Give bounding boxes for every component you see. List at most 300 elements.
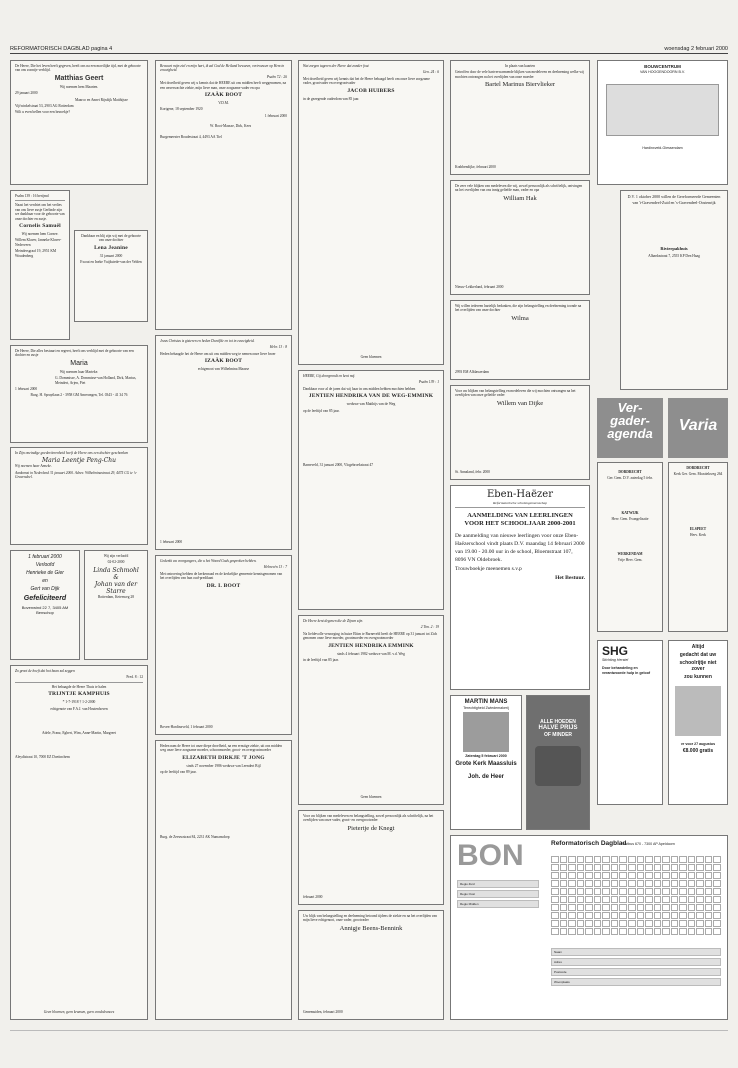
coupon-grid-cell[interactable] <box>696 872 704 879</box>
coupon-grid-cell[interactable] <box>713 912 721 919</box>
coupon-grid-cell[interactable] <box>645 920 653 927</box>
coupon-grid-cell[interactable] <box>645 880 653 887</box>
notice-text: De Heere, Die alles bestuurt en regeert, heeft ons verblijd met de geboorte van een dochter en zusje <box>15 349 134 358</box>
coupon-grid-cell[interactable] <box>637 888 645 895</box>
coupon-grid-cell[interactable] <box>594 888 602 895</box>
notice-label: Verloofd <box>35 562 55 568</box>
coupon-grid-cell[interactable] <box>602 912 610 919</box>
coupon-grid-cell[interactable] <box>705 912 713 919</box>
coupon-grid-cell[interactable] <box>654 872 662 879</box>
coupon-grid-cell[interactable] <box>577 912 585 919</box>
coupon-grid-cell[interactable] <box>594 880 602 887</box>
coupon-grid-cell[interactable] <box>628 872 636 879</box>
notice-sub: V.D.M. <box>218 101 229 106</box>
coupon-grid-cell[interactable] <box>568 856 576 863</box>
coupon-grid-cell[interactable] <box>671 896 679 903</box>
shg-logo: SHG <box>602 644 629 658</box>
coupon-grid-cell[interactable] <box>637 928 645 935</box>
coupon-field-city[interactable]: Woonplaats <box>551 978 721 986</box>
coupon-grid-cell[interactable] <box>551 872 559 879</box>
agenda-heading-2: KATWIJK <box>621 510 639 515</box>
notice-sign: Boven-Hardinxveld, 1 februari 2000 <box>160 724 213 729</box>
coupon-grid-cell[interactable] <box>560 920 568 927</box>
notice-text: Naast het verdriet om het verlies van ons lieve zusje Gerlinde zijn we dankbaar voor de geboorte van onze dochter en zusje. <box>15 203 65 221</box>
coupon-grid-cell[interactable] <box>594 872 602 879</box>
coupon-grid-cell[interactable] <box>696 856 704 863</box>
coupon-grid-cell[interactable] <box>688 920 696 927</box>
coupon-option-3[interactable]: Regio Midden <box>457 900 539 908</box>
coupon-grid-cell[interactable] <box>696 896 704 903</box>
ad-value: €8.000 gratis <box>682 748 714 755</box>
coupon-grid-cell[interactable] <box>611 920 619 927</box>
engagement-notice-gier <box>10 550 80 660</box>
coupon-grid-cell[interactable] <box>602 880 610 887</box>
coupon-grid-cell[interactable] <box>662 864 670 871</box>
coupon-grid-cell[interactable] <box>628 928 636 935</box>
coupon-grid-cell[interactable] <box>637 912 645 919</box>
coupon-grid-cell[interactable] <box>628 896 636 903</box>
coupon-grid-cell[interactable] <box>637 896 645 903</box>
ad-sign-1: Trouwboekje meenemen s.v.p <box>455 566 522 573</box>
coupon-grid-cell[interactable] <box>645 888 653 895</box>
notice-more: Aankomst in Nederland 31 januari 2000. Adres: Wilhelminastraat 29, 4475 CG te 's-Gravendeel. <box>15 470 137 480</box>
coupon-grid-cell[interactable] <box>560 880 568 887</box>
coupon-grid-cell[interactable] <box>662 920 670 927</box>
notice-name: Annigje Beens-Bennink <box>339 924 403 932</box>
header-left: REFORMATORISCH DAGBLAD pagina 4 <box>10 46 113 52</box>
coupon-grid-cell[interactable] <box>585 896 593 903</box>
coupon-grid-cell[interactable] <box>637 904 645 911</box>
notice-name: Maria <box>70 359 88 367</box>
notice-text: Met ontroering hebben de kerkenraad en de kerkelijke gemeente kennisgenomen van het overlijden van hun oud-predikant <box>160 571 283 581</box>
header-right: woensdag 2 februari 2000 <box>664 46 728 52</box>
coupon-grid-cell[interactable] <box>551 912 559 919</box>
ad-line-3: schoolrijtje niet zover <box>679 660 717 672</box>
notice-text: Uw blijk van belangstelling en deelneming betoond tijdens de ziekte en na het overlijden van mijn lieve echtgenoot, onze vader, grootvader <box>303 914 437 923</box>
coupon-grid-cell[interactable] <box>602 872 610 879</box>
coupon-grid-cell[interactable] <box>662 928 670 935</box>
coupon-grid-cell[interactable] <box>637 872 645 879</box>
coupon-grid-cell[interactable] <box>560 904 568 911</box>
coupon-grid-cell[interactable] <box>645 864 653 871</box>
martin-mans-ad <box>450 695 522 830</box>
notice-end: Geen bloemen <box>360 354 382 359</box>
coupon-grid-cell[interactable] <box>696 864 704 871</box>
coupon-grid-cell[interactable] <box>705 856 713 863</box>
notice-name-1: Henrieke de Gier <box>26 570 64 576</box>
coupon-grid-cell[interactable] <box>645 904 653 911</box>
coupon-grid-cell[interactable] <box>679 864 687 871</box>
coupon-grid-cell[interactable] <box>637 856 645 863</box>
coupon-grid-cell[interactable] <box>577 856 585 863</box>
coupon-grid-cell[interactable] <box>679 912 687 919</box>
notice-quote: Wat zorgen tageren der Heere dat zonder fout <box>303 64 369 68</box>
coupon-grid-cell[interactable] <box>688 880 696 887</box>
coupon-grid-cell[interactable] <box>645 896 653 903</box>
varia-heading-1: DORDRECHT <box>686 466 710 470</box>
notice-family: Adele, Franz, Egbert, Wim, Anne-Martin, Margreet <box>42 731 116 736</box>
notice-address: Meindersgraaf 19, 2951 KM Woudenberg <box>15 249 57 258</box>
notice-parents: Ewout en Ineke Vuijkstede-van der Velden <box>80 260 142 265</box>
notice-quote: HEERE, Gij doorgrondt en kent mij. <box>303 374 356 378</box>
coupon-grid-cell[interactable] <box>568 920 576 927</box>
birth-notice-cornelis <box>10 190 70 340</box>
coupon-grid-cell[interactable] <box>705 864 713 871</box>
coupon-grid-cell[interactable] <box>679 888 687 895</box>
ad-line-1: Altijd <box>691 644 705 650</box>
notice-text: Voor uw blijken van belangstelling en medeleven die wij mochten ontvangen na het overlijden van onze geliefde vader <box>455 389 576 398</box>
notice-text: Heden behaagde het de Heere om uit ons midden weg te nemen onze lieve broer <box>160 351 276 356</box>
coupon-grid-cell[interactable] <box>619 864 627 871</box>
agenda-title-3: agenda <box>607 426 653 441</box>
coupon-grid-cell[interactable] <box>671 888 679 895</box>
coupon-grid-cell[interactable] <box>560 872 568 879</box>
coupon-grid-cell[interactable] <box>654 888 662 895</box>
notice-note: Wilt u even bellen voor een bezoekje? <box>15 110 70 115</box>
coupon-grid-cell[interactable] <box>628 880 636 887</box>
coupon-grid-cell[interactable] <box>628 904 636 911</box>
coupon-sub: Postbus 670 - 7300 AP Apeldoorn <box>621 842 675 846</box>
coupon-grid-cell[interactable] <box>628 864 636 871</box>
coupon-grid-cell[interactable] <box>713 920 721 927</box>
coupon-grid-cell[interactable] <box>671 872 679 879</box>
coupon-option-2[interactable]: Regio Oost <box>457 890 539 898</box>
coupon-grid-cell[interactable] <box>594 864 602 871</box>
coupon-grid-cell[interactable] <box>713 856 721 863</box>
coupon-grid-cell[interactable] <box>602 920 610 927</box>
coupon-grid-cell[interactable] <box>619 912 627 919</box>
notice-and: en <box>42 578 48 584</box>
coupon-grid-cell[interactable] <box>688 896 696 903</box>
coupon-field-postcode[interactable]: Postcode <box>551 968 721 976</box>
coupon-field-address[interactable]: Adres <box>551 958 721 966</box>
coupon-grid-cell[interactable] <box>679 896 687 903</box>
coupon-grid-cell[interactable] <box>568 880 576 887</box>
coupon-grid-cell[interactable] <box>551 896 559 903</box>
notice-ref: Gen. 24 : 6 <box>422 70 439 75</box>
agenda-heading-1: DORDRECHT <box>618 470 642 474</box>
coupon-grid-cell[interactable] <box>577 920 585 927</box>
coupon-grid-cell[interactable] <box>696 928 704 935</box>
notice-sub: echtgenoot van Wilhelmina Maasse <box>197 367 250 372</box>
coupon-grid-cell[interactable] <box>611 912 619 919</box>
notice-address: Burg. de Zeeuwstraat 84, 2231 AK Numansdorp <box>160 834 230 839</box>
coupon-grid-cell[interactable] <box>560 928 568 935</box>
coupon-grid-cell[interactable] <box>611 880 619 887</box>
coupon-grid-cell[interactable] <box>705 904 713 911</box>
coupon-grid-cell[interactable] <box>594 904 602 911</box>
coupon-grid-cell[interactable] <box>654 856 662 863</box>
coupon-grid-cell[interactable] <box>585 880 593 887</box>
coupon-grid-cell[interactable] <box>602 896 610 903</box>
coupon-bon[interactable] <box>450 835 728 1020</box>
coupon-grid-cell[interactable] <box>585 912 593 919</box>
coupon-grid-cell[interactable] <box>577 904 585 911</box>
coupon-grid-cell[interactable] <box>654 880 662 887</box>
notice-text: Het behaagde de Heere Thuis te halen <box>51 684 107 689</box>
notice-quote: Gedenkt uw voorgangers, die u het Woord Gods gesproken hebben. <box>160 559 257 563</box>
notice-address: Burg. H. Spruytlaan 2 - 3958 GM Amerongen, Tel. 0343 - 41 34 76 <box>30 393 128 398</box>
coupon-grid-cell[interactable] <box>619 872 627 879</box>
coupon-grid-cell[interactable] <box>577 872 585 879</box>
notice-end: Geen bloemen, geen kransen, geen condoleances <box>43 1009 115 1014</box>
coupon-grid-cell[interactable] <box>688 872 696 879</box>
coupon-grid-cell[interactable] <box>628 920 636 927</box>
coupon-grid-cell[interactable] <box>568 888 576 895</box>
coupon-grid-cell[interactable] <box>696 912 704 919</box>
death-notice-boot-2 <box>155 335 292 550</box>
coupon-grid-cell[interactable] <box>637 920 645 927</box>
coupon-grid-cell[interactable] <box>713 928 721 935</box>
notice-name: Wilma <box>511 314 529 322</box>
notice-text: Wij willen iedereen hartelijk bedanken, die zijn belangstelling en deelneming toonde na het overlijden van onze dochter <box>455 304 582 313</box>
coupon-grid-cell[interactable] <box>688 888 696 895</box>
coupon-grid-cell[interactable] <box>594 920 602 927</box>
coupon-grid-cell[interactable] <box>679 920 687 927</box>
coupon-grid-cell[interactable] <box>628 888 636 895</box>
coupon-grid-cell[interactable] <box>611 856 619 863</box>
coupon-letter-grid[interactable] <box>551 856 721 935</box>
notice-address: Nieuw-Lekkerland, februari 2000 <box>455 284 504 289</box>
notice-text: Met droefheid geven wij u kennis dat de HEERE uit ons midden heeft weggenomen, na een onverwachte ziekte, mijn lieve man, onze zorgzame vader en opa <box>160 81 287 90</box>
coupon-grid-cell[interactable] <box>602 904 610 911</box>
ad-sign: Joh. de Heer <box>467 773 504 780</box>
coupon-grid-cell[interactable] <box>705 896 713 903</box>
hat-image <box>535 746 581 786</box>
coupon-grid-cell[interactable] <box>577 888 585 895</box>
coupon-grid-cell[interactable] <box>619 888 627 895</box>
coupon-grid-cell[interactable] <box>577 864 585 871</box>
notice-quote: Bewaart mijn ziel en mijn hart, ik zal God de Heiland bewaren, vertrouwen op Hem in eeuwigheid. <box>160 64 285 73</box>
coupon-grid-cell[interactable] <box>560 888 568 895</box>
coupon-grid-cell[interactable] <box>585 856 593 863</box>
ad-date: Zaterdag 5 februari 2000 <box>465 754 507 759</box>
coupon-grid-cell[interactable] <box>671 920 679 927</box>
coupon-grid-cell[interactable] <box>585 920 593 927</box>
notice-sub: Wij noemen haar Marieke. <box>59 369 99 374</box>
ad-heading: Grote Kerk Maassluis <box>455 760 517 767</box>
notice-congrats: Gefeliciteerd <box>23 595 67 602</box>
coupon-grid-cell[interactable] <box>611 888 619 895</box>
thanks-notice-wilma <box>450 300 590 380</box>
coupon-grid-cell[interactable] <box>594 856 602 863</box>
coupon-grid-cell[interactable] <box>619 904 627 911</box>
notice-date: 31 januari 2000 <box>99 253 123 258</box>
coupon-grid-cell[interactable] <box>654 864 662 871</box>
notice-name: DR. I. BOOT <box>206 582 241 589</box>
thanks-notice-de-knegt <box>298 810 444 905</box>
coupon-grid-cell[interactable] <box>713 864 721 871</box>
coupon-grid-cell[interactable] <box>705 920 713 927</box>
death-notice-van-de-weg <box>298 370 444 610</box>
coupon-grid-cell[interactable] <box>568 896 576 903</box>
notice-name: Bartel Marinus Biervlieker <box>484 81 556 89</box>
coupon-grid-cell[interactable] <box>585 864 593 871</box>
coupon-grid-cell[interactable] <box>585 904 593 911</box>
coupon-grid-cell[interactable] <box>594 896 602 903</box>
notice-address: Vijfwinkelstraat 53, 2903 AG Rotterdam <box>15 104 74 109</box>
coupon-grid-cell[interactable] <box>696 904 704 911</box>
coupon-grid-cell[interactable] <box>654 896 662 903</box>
varia-listing <box>668 462 728 632</box>
coupon-grid-cell[interactable] <box>662 872 670 879</box>
coupon-grid-cell[interactable] <box>662 880 670 887</box>
coupon-grid-cell[interactable] <box>585 928 593 935</box>
coupon-grid-cell[interactable] <box>602 856 610 863</box>
notice-date: 1 februari 2000 <box>15 387 38 392</box>
coupon-grid-cell[interactable] <box>560 864 568 871</box>
notice-text: Dankbaar voor al de jaren dat wij haar in ons midden hebben mochten hebben <box>303 386 416 391</box>
coupon-grid-cell[interactable] <box>645 912 653 919</box>
agenda-title-2: gader- <box>610 413 650 428</box>
coupon-grid-cell[interactable] <box>705 888 713 895</box>
coupon-grid-cell[interactable] <box>611 872 619 879</box>
coupon-grid-cell[interactable] <box>619 856 627 863</box>
notice-family: G. Dommisse, A. Dommisse-van Holland, Dirk, Marius, Meindert, Arjen, Piet <box>55 376 137 385</box>
notice-name: TRIJNTJE KAMPHUIS <box>48 691 110 698</box>
coupon-grid-cell[interactable] <box>551 880 559 887</box>
coupon-grid-cell[interactable] <box>594 928 602 935</box>
shg-text: Door behandeling en verantwoorde hulp in geloof <box>602 666 651 675</box>
coupon-grid-cell[interactable] <box>671 856 679 863</box>
coupon-grid-cell[interactable] <box>679 856 687 863</box>
coupon-grid-cell[interactable] <box>568 928 576 935</box>
coupon-grid-cell[interactable] <box>645 856 653 863</box>
coupon-grid-cell[interactable] <box>688 904 696 911</box>
notice-name: JENTIEN HENDRIKA EMMINK <box>328 642 414 649</box>
coupon-grid-cell[interactable] <box>696 888 704 895</box>
ad-address: Hardinxveld-Giessendam <box>642 145 683 150</box>
coupon-grid-cell[interactable] <box>713 888 721 895</box>
coupon-grid-cell[interactable] <box>594 912 602 919</box>
coupon-grid-cell[interactable] <box>611 904 619 911</box>
coupon-grid-cell[interactable] <box>662 888 670 895</box>
notice-amp: & <box>113 573 119 581</box>
portrait-image <box>463 712 509 752</box>
coupon-grid-cell[interactable] <box>705 880 713 887</box>
coupon-grid-cell[interactable] <box>551 904 559 911</box>
coupon-grid-cell[interactable] <box>688 864 696 871</box>
coupon-grid-cell[interactable] <box>654 920 662 927</box>
notice-text: Wij zijn verloofd <box>103 554 129 558</box>
ad-date: vr voor 27 augustus <box>680 742 716 746</box>
coupon-grid-cell[interactable] <box>679 872 687 879</box>
coupon-grid-cell[interactable] <box>568 904 576 911</box>
coupon-grid-cell[interactable] <box>713 904 721 911</box>
death-notice-kamphuis <box>10 665 148 1020</box>
coupon-grid-cell[interactable] <box>713 896 721 903</box>
agenda-title-1: Ver- <box>617 400 643 415</box>
notice-text: Dankbaar en blij zijn wij met de geboorte van onze dochter <box>81 234 141 243</box>
ad-sub: VAN HOOGENDOORN B.V. <box>640 69 685 74</box>
coupon-grid-cell[interactable] <box>637 880 645 887</box>
coupon-grid-cell[interactable] <box>577 880 585 887</box>
coupon-grid-cell[interactable] <box>637 864 645 871</box>
ad-line-2: gedacht dat uw <box>679 652 717 658</box>
coupon-grid-cell[interactable] <box>688 928 696 935</box>
coupon-grid-cell[interactable] <box>619 928 627 935</box>
coupon-grid-cell[interactable] <box>671 912 679 919</box>
coupon-grid-cell[interactable] <box>679 880 687 887</box>
notice-name: JENTIEN HENDRIKA VAN DE WEG-EMMINK <box>308 393 434 400</box>
coupon-grid-cell[interactable] <box>688 912 696 919</box>
ad-sign-2: Het Bestuur. <box>555 575 585 582</box>
coupon-grid-cell[interactable] <box>577 896 585 903</box>
coupon-grid-cell[interactable] <box>671 904 679 911</box>
coupon-grid-cell[interactable] <box>619 920 627 927</box>
agenda-text-1: Ger. Gem. D.V. zaterdag 5 febr. <box>607 476 653 481</box>
coupon-grid-cell[interactable] <box>713 872 721 879</box>
notice-address: Bovenwind 22 7, 3405 AM Benschop <box>21 605 69 615</box>
coupon-grid-cell[interactable] <box>611 928 619 935</box>
coupon-grid-cell[interactable] <box>602 888 610 895</box>
coupon-grid-cell[interactable] <box>671 928 679 935</box>
coupon-grid-cell[interactable] <box>705 872 713 879</box>
coupon-grid-cell[interactable] <box>654 904 662 911</box>
coupon-grid-cell[interactable] <box>645 928 653 935</box>
coupon-grid-cell[interactable] <box>568 912 576 919</box>
notice-text-2: echtgenote van F.A.J. van Houtenhoven <box>50 706 108 711</box>
coupon-grid-cell[interactable] <box>560 856 568 863</box>
kerk-announcement <box>620 190 728 390</box>
coupon-grid-cell[interactable] <box>568 864 576 871</box>
coupon-grid-cell[interactable] <box>619 880 627 887</box>
notice-name: Rivierpakhuis <box>660 246 688 251</box>
coupon-grid-cell[interactable] <box>585 872 593 879</box>
coupon-grid-cell[interactable] <box>662 912 670 919</box>
coupon-grid-cell[interactable] <box>696 920 704 927</box>
coupon-grid-cell[interactable] <box>568 872 576 879</box>
coupon-grid-cell[interactable] <box>671 864 679 871</box>
coupon-grid-cell[interactable] <box>688 856 696 863</box>
coupon-grid-cell[interactable] <box>628 912 636 919</box>
coupon-grid-cell[interactable] <box>577 928 585 935</box>
coupon-grid-cell[interactable] <box>705 928 713 935</box>
coupon-grid-cell[interactable] <box>662 896 670 903</box>
coupon-grid-cell[interactable] <box>696 880 704 887</box>
notice-text: Met droefheid geven wij kennis dat het de Heere behaagd heeft om onze lieve zorgzame vader, grootvader en overgrootvader <box>303 76 430 86</box>
notice-address: St. Annaland, febr. 2000 <box>455 469 490 474</box>
coupon-grid-cell[interactable] <box>619 896 627 903</box>
notice-sub: sinds 4 februari 1982 weduwe van M. v.d. Weg <box>337 651 405 656</box>
coupon-field-name[interactable]: Naam <box>551 948 721 956</box>
coupon-grid-cell[interactable] <box>611 864 619 871</box>
coupon-grid-cell[interactable] <box>671 880 679 887</box>
coupon-grid-cell[interactable] <box>560 896 568 903</box>
coupon-grid-cell[interactable] <box>662 904 670 911</box>
coupon-grid-cell[interactable] <box>551 920 559 927</box>
coupon-grid-cell[interactable] <box>611 896 619 903</box>
notice-text: D.V. 1 oktober 2000 willen de Gereformeerde Gemeenten van 't-Gravendeel-Zuid en 's-Gravendeel-Oostenrijk <box>627 194 721 205</box>
coupon-option-1[interactable]: Regio Zuid <box>457 880 539 888</box>
coupon-grid-cell[interactable] <box>654 928 662 935</box>
coupon-grid-cell[interactable] <box>662 856 670 863</box>
coupon-grid-cell[interactable] <box>679 928 687 935</box>
coupon-grid-cell[interactable] <box>713 880 721 887</box>
coupon-grid-cell[interactable] <box>679 904 687 911</box>
coupon-grid-cell[interactable] <box>551 888 559 895</box>
coupon-grid-cell[interactable] <box>602 928 610 935</box>
coupon-grid-cell[interactable] <box>551 856 559 863</box>
coupon-grid-cell[interactable] <box>628 856 636 863</box>
coupon-grid-cell[interactable] <box>551 928 559 935</box>
coupon-grid-cell[interactable] <box>645 872 653 879</box>
coupon-grid-cell[interactable] <box>560 912 568 919</box>
coupon-grid-cell[interactable] <box>585 888 593 895</box>
coupon-grid-cell[interactable] <box>654 912 662 919</box>
coupon-grid-cell[interactable] <box>602 864 610 871</box>
coupon-grid-cell[interactable] <box>551 864 559 871</box>
